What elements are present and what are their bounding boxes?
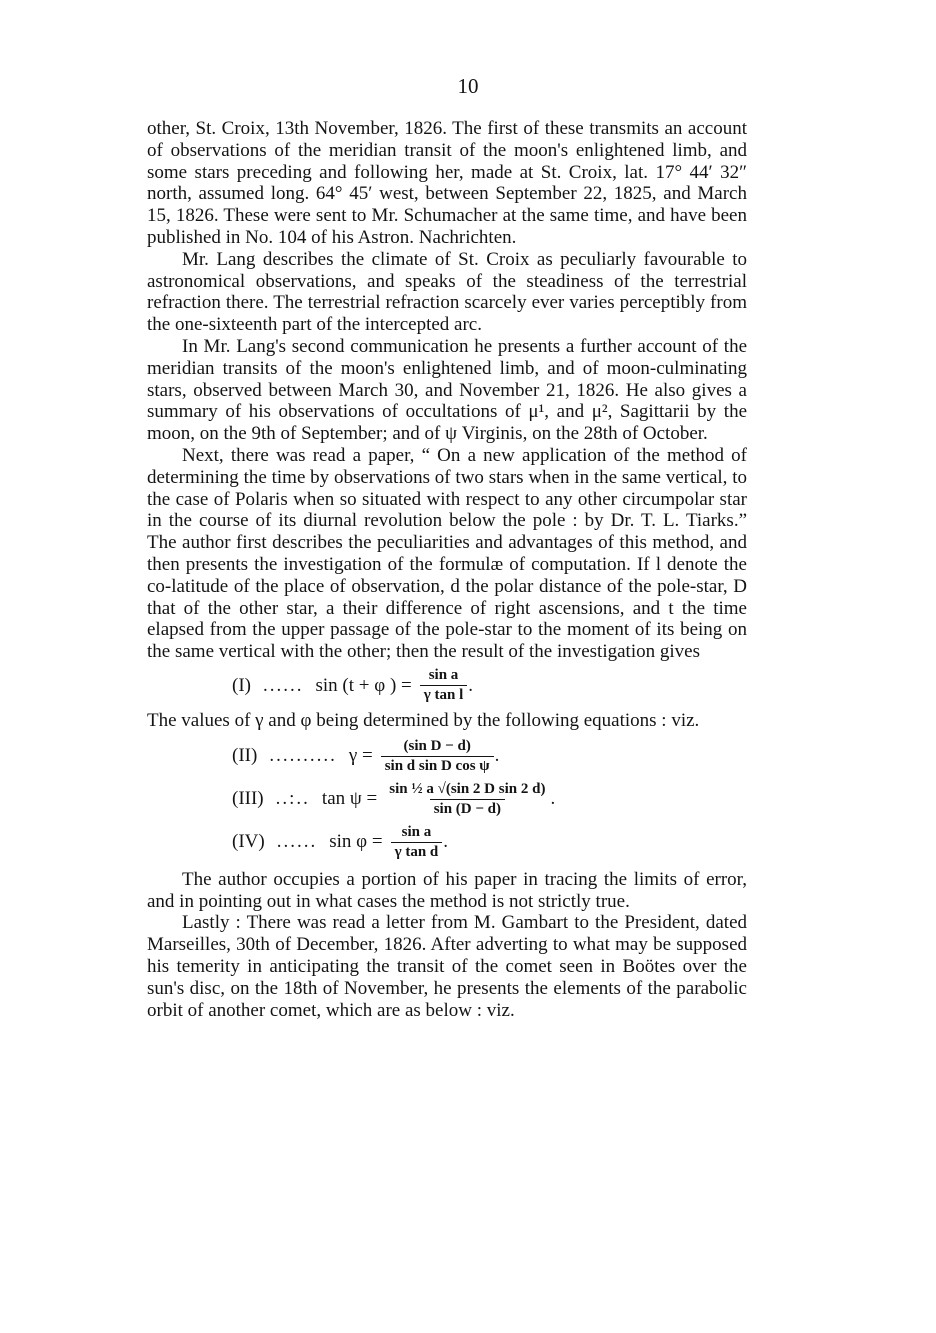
text-column (147, 118, 747, 1021)
fraction-numerator: sin ½ a √(sin 2 D sin 2 d) (389, 780, 546, 797)
paragraph-climate: Mr. Lang describes the climate of St. Croix as peculiarly favourable to astronomical observations, and speaks of the steadiness of the terrestrial refraction there. The terrestrial refraction scarcely ever varies perceptibly from the one-sixteenth part of the intercepted arc. (147, 248, 747, 336)
equation-lhs: γ = (348, 745, 373, 767)
equation-leader-dots: ..:.. (275, 788, 310, 810)
equation-4 (232, 824, 747, 861)
fraction-denominator: sin (D − d) (430, 799, 505, 818)
equation-label: (IV) (232, 831, 265, 853)
page-number: 10 (457, 74, 479, 98)
equation-2 (232, 738, 747, 775)
equation-end: . (550, 788, 556, 810)
equation-3 (232, 781, 747, 818)
equation-fraction (385, 781, 549, 818)
equation-end: . (468, 674, 474, 696)
equation-1 (232, 667, 747, 704)
fraction-numerator: sin a (428, 666, 459, 683)
paragraph-limits-of-error: The author occupies a portion of his paper in tracing the limits of error, and in pointing out in what cases the method is not strictly true. (147, 868, 747, 912)
paragraph-second-communication: In Mr. Lang's second communication he presents a further account of the meridian transits of the moon's enlightened limb, and of moon-culminating stars, observed between March 30, and November 21, 1826. He also gives a summary of his observations of occultations of μ¹, and μ², Sagittarii by the moon, on the 9th of September; and of ψ Virginis, on the 28th of October. (147, 335, 747, 445)
equation-leader-dots: .......... (269, 745, 337, 767)
paragraph-continuation: other, St. Croix, 13th November, 1826. The first of these transmits an account of observations of the meridian transit of the moon's enlightened limb, and some stars preceding and following her, made at St. Croix, lat. 17° 44′ 32″ north, assumed long. 64° 45′ west, between September 22, 1825, and March 15, 1826. These were sent to Mr. Schumacher at the same time, and have been published in No. 104 of his Astron. Nachrichten. (147, 118, 747, 248)
equation-fraction (381, 738, 494, 775)
fraction-denominator: sin d sin D cos ψ (381, 756, 494, 775)
fraction-denominator: γ tan d (391, 842, 443, 861)
equation-fraction (420, 667, 468, 704)
equation-fraction (391, 824, 443, 861)
paragraph-values: The values of γ and φ being determined by the following equations : viz. (147, 709, 700, 731)
equation-leader-dots: ...... (262, 674, 304, 696)
fraction-numerator: sin a (401, 823, 432, 840)
equation-lhs: sin (t + φ ) = (315, 674, 412, 696)
fraction-numerator: (sin D − d) (403, 737, 471, 754)
equation-label: (III) (232, 788, 264, 810)
equation-leader-dots: ...... (276, 831, 318, 853)
paragraph-gambart-letter: Lastly : There was read a letter from M. Gambart to the President, dated Marseilles, 30th of December, 1826. After adverting to what may be supposed his temerity in anticipating the transit of the comet seen in Boötes over the sun's disc, on the 18th of November, he presents the elements of the parabolic orbit of another comet, which are as below : viz. (147, 912, 747, 1021)
equation-lhs: tan ψ = (321, 788, 378, 810)
equation-label: (I) (232, 674, 251, 696)
fraction-denominator: γ tan l (420, 685, 468, 704)
paragraph-tiarks-paper: Next, there was read a paper, “ On a new application of the method of determining the time by observations of two stars when in the same vertical, to the case of Polaris when so situated with respect to any other circumpolar star in the course of its diurnal revolution below the pole : by Dr. T. L. Tiarks.” The author first describes the peculiarities and advantages of this method, and then presents the investigation of the formulæ of computation. If l denote the co-latitude of the place of observation, d the polar distance of the pole-star, D that of the other star, a their difference of right ascensions, and t the time elapsed from the upper passage of the pole-star to the moment of its being on the same vertical with the other; then the result of the investigation gives (147, 444, 747, 663)
equation-label: (II) (232, 745, 258, 767)
equation-lhs: sin φ = (329, 831, 383, 853)
equation-end: . (443, 831, 449, 853)
equation-end: . (494, 745, 500, 767)
